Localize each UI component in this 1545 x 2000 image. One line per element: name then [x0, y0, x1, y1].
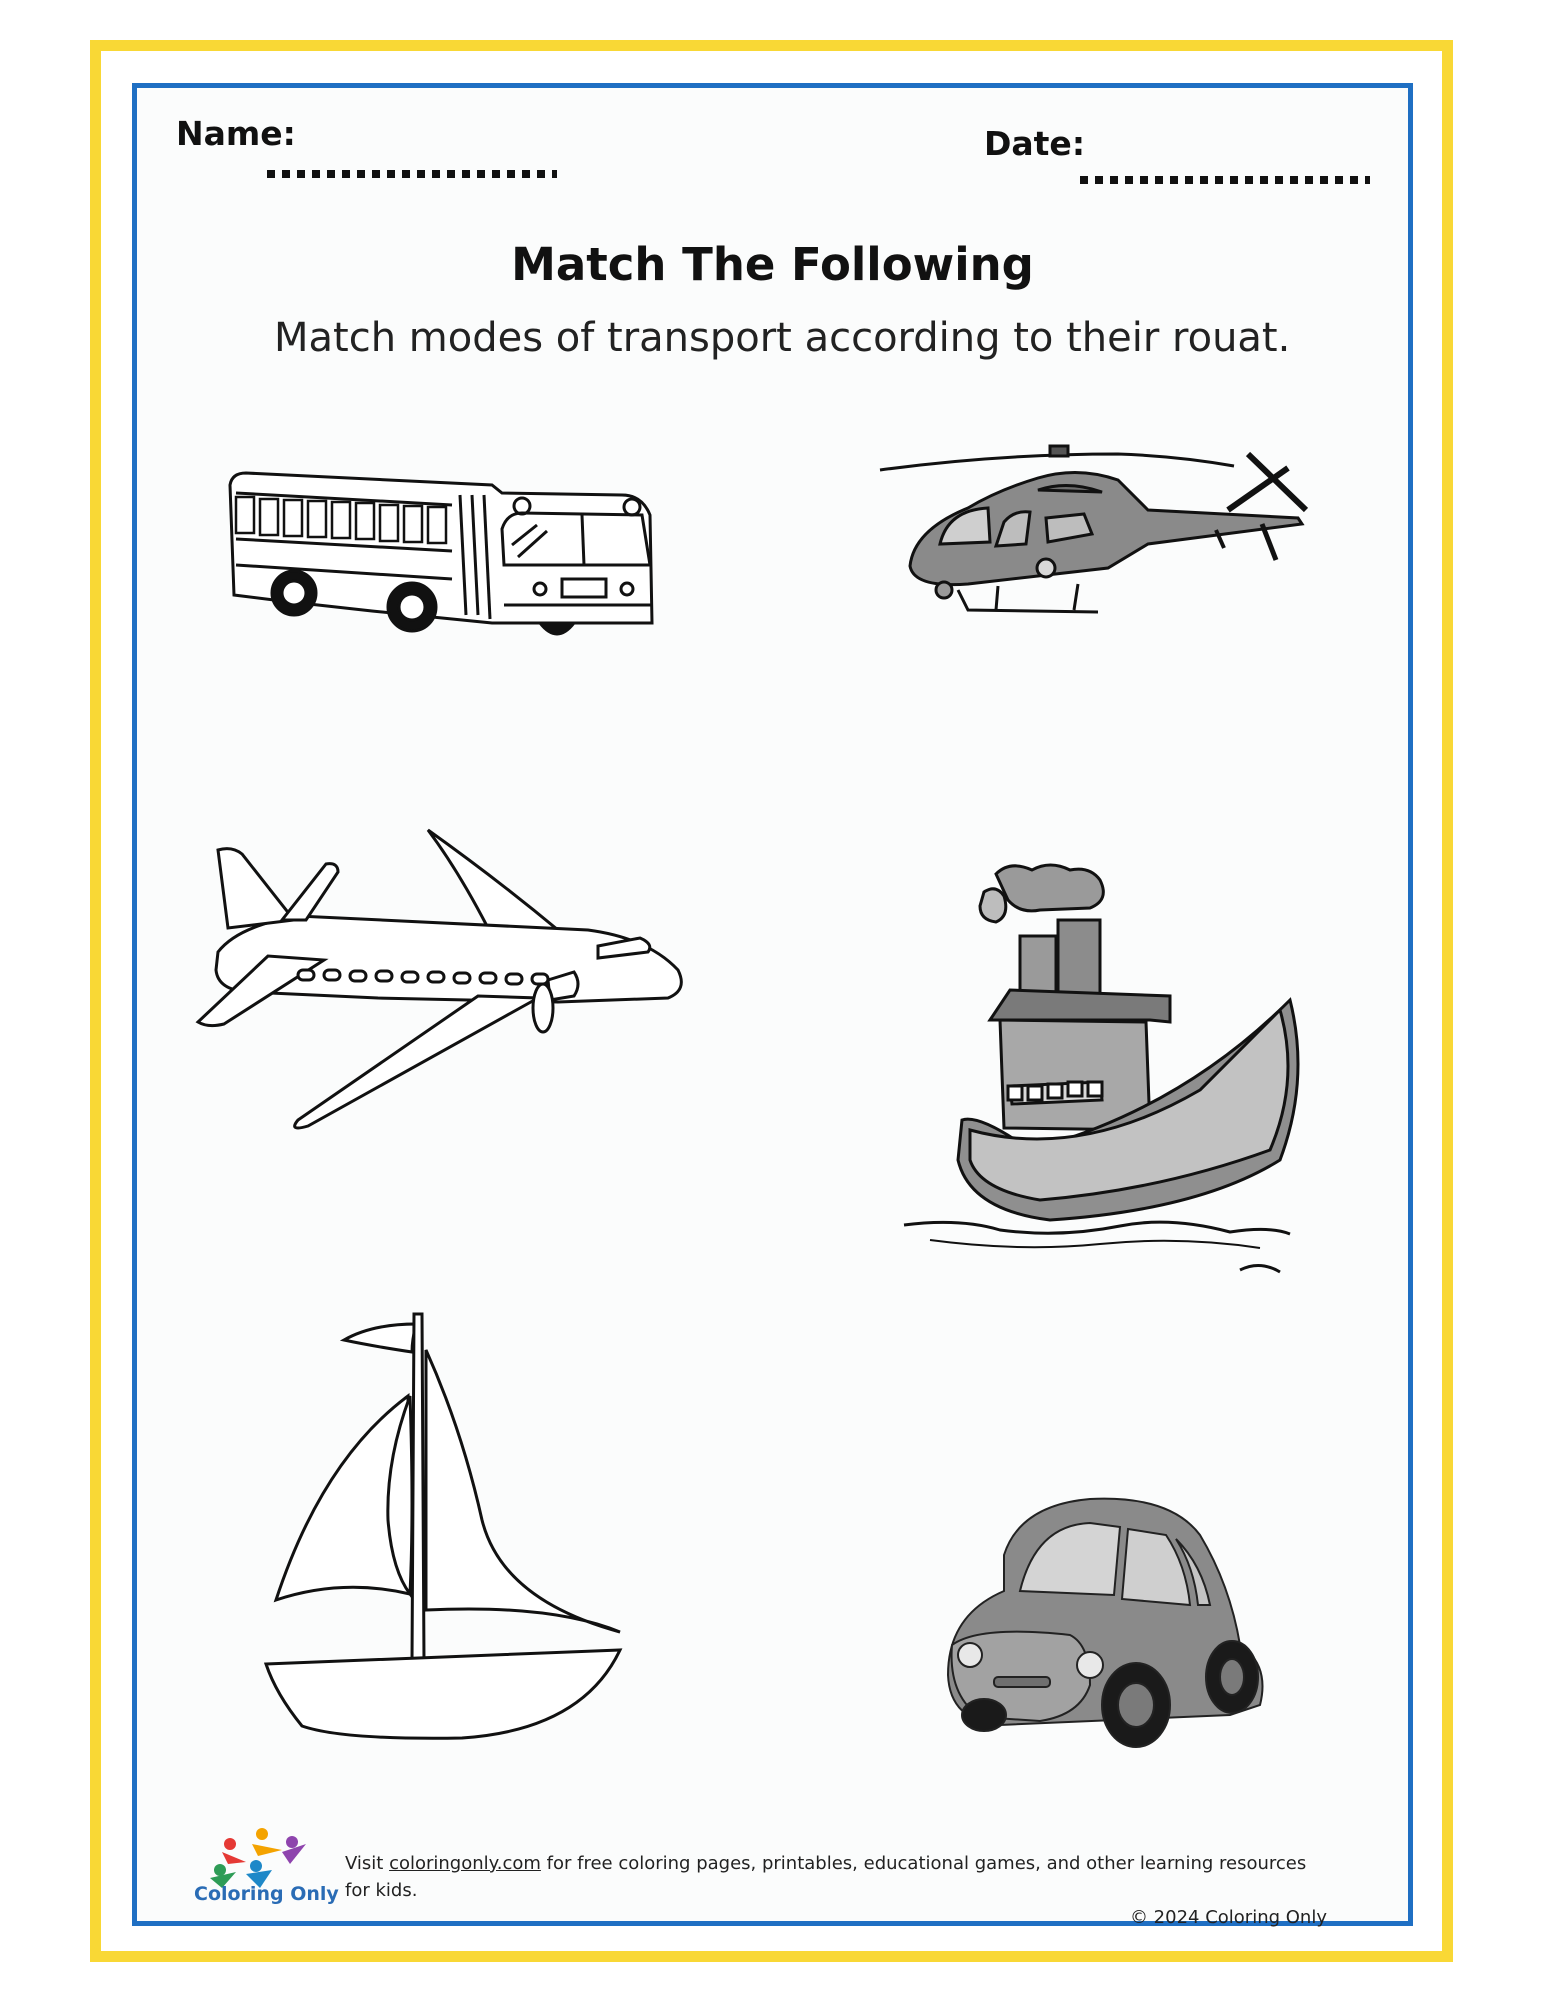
site-link[interactable]: coloringonly.com	[389, 1853, 541, 1874]
worksheet-instruction: Match modes of transport according to their rouat.	[274, 315, 1291, 361]
helicopter-icon	[878, 440, 1318, 620]
logo-text: Coloring Only	[194, 1883, 339, 1905]
visit-prefix: Visit	[345, 1853, 390, 1874]
date-write-line[interactable]	[1080, 176, 1370, 184]
footer-text	[345, 1850, 1327, 1931]
date-label: Date:	[984, 124, 1086, 163]
airplane-icon	[178, 820, 702, 1140]
ship-icon	[900, 860, 1310, 1290]
name-write-line[interactable]	[267, 170, 557, 178]
bus-icon	[222, 465, 654, 640]
sailboat-icon	[262, 1310, 634, 1750]
car-icon	[940, 1495, 1280, 1755]
name-label: Name:	[176, 114, 296, 153]
visit-suffix: for free coloring pages, printables, educational games, and other learning resources for kids.	[345, 1853, 1307, 1901]
copyright: © 2024 Coloring Only	[1129, 1907, 1327, 1928]
worksheet-title: Match The Following	[511, 238, 1034, 291]
